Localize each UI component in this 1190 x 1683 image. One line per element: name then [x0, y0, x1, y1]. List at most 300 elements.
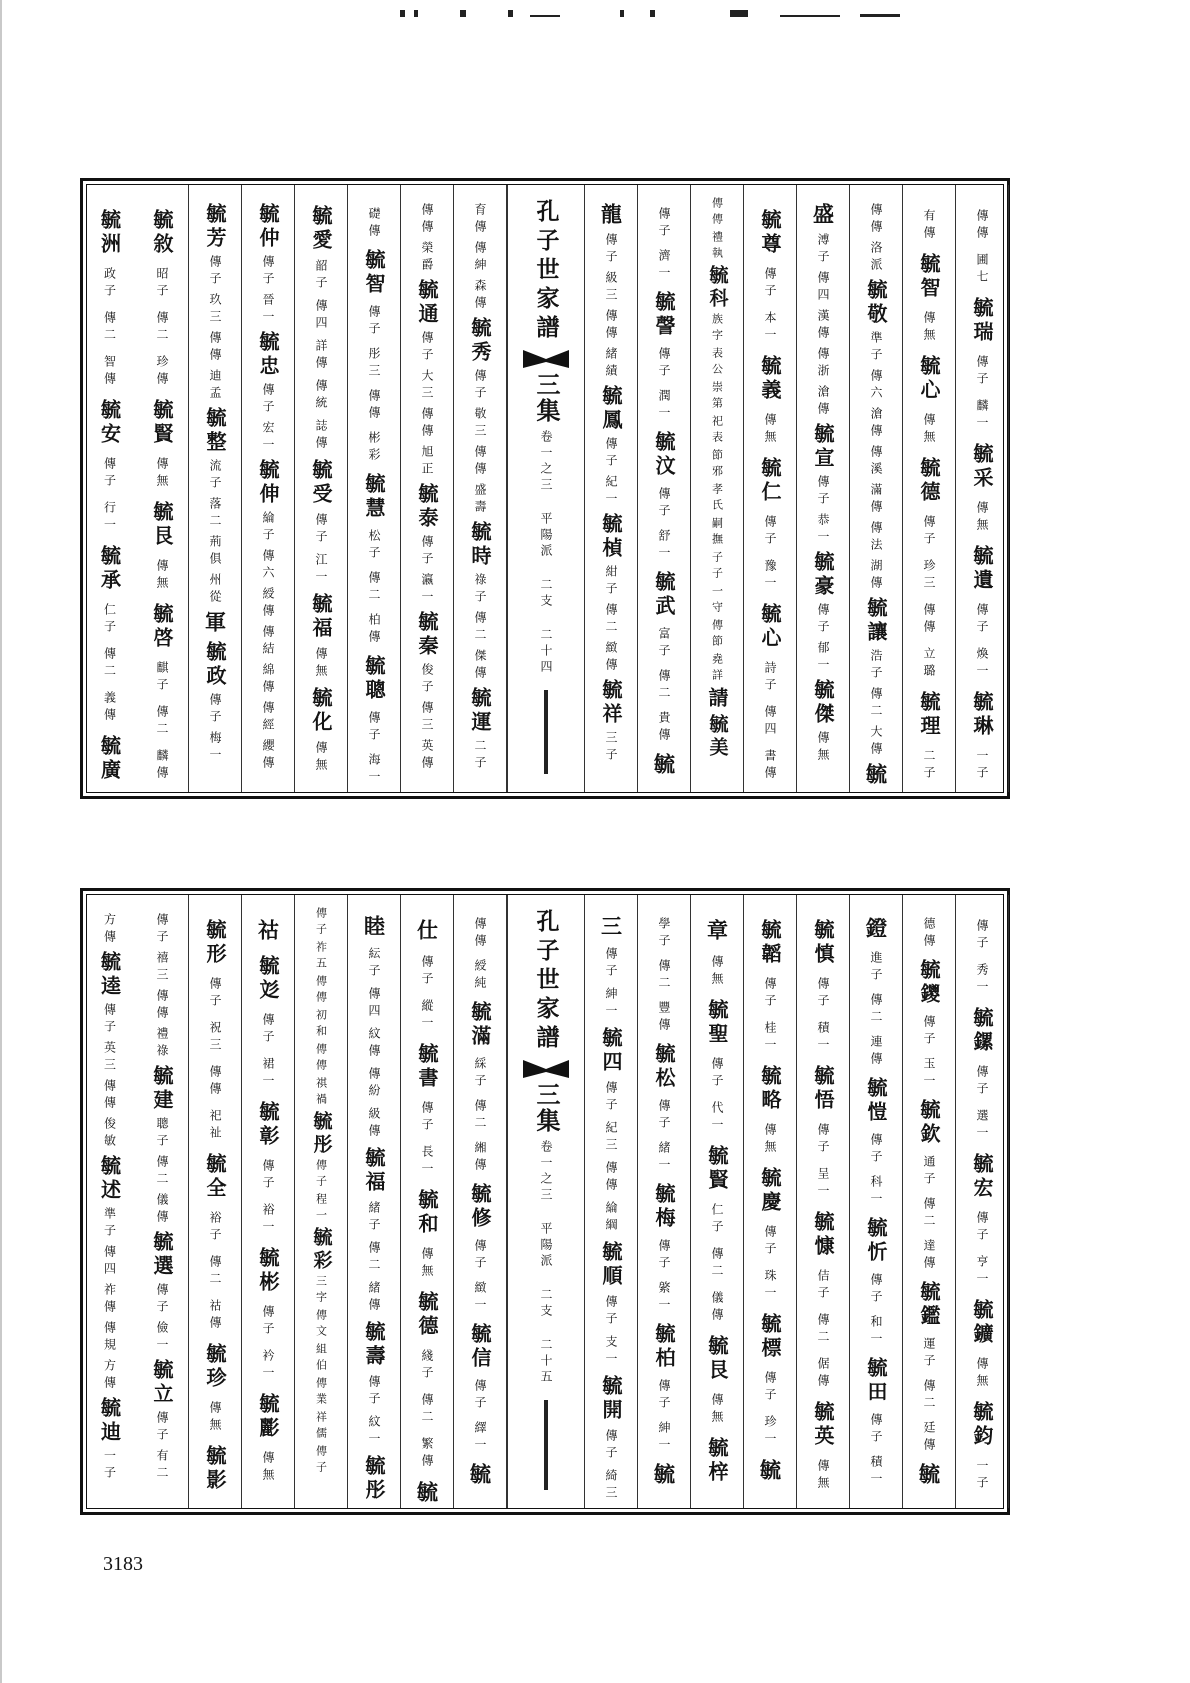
- lineage-entry: 仁子: [710, 1203, 724, 1237]
- lineage-entry: 傳子: [261, 255, 275, 289]
- lineage-entry: 傳子: [657, 1099, 671, 1133]
- lineage-entry: 傳二: [155, 705, 169, 739]
- lineage-entry: 傳紛: [367, 1067, 381, 1101]
- lineage-entry: 本一: [763, 311, 777, 345]
- lineage-entry: 毓全: [203, 1153, 227, 1201]
- lineage-entry: 祥儒: [314, 1411, 328, 1443]
- lineage-entry: 傳無: [922, 413, 936, 447]
- lineage-entry: 毓福: [362, 1147, 386, 1195]
- generation-column: [454, 185, 507, 792]
- lineage-entry: 韶子: [314, 259, 328, 293]
- generation-column: [401, 895, 454, 1508]
- lineage-entry: 傳無: [816, 731, 830, 765]
- lineage-entry: 傳二: [922, 1379, 936, 1413]
- lineage-entry: 亨一: [975, 1255, 989, 1289]
- lineage-entry: 傳子: [604, 1295, 618, 1329]
- lineage-entry: 富子: [657, 627, 671, 661]
- lineage-entry: 傳傳: [473, 917, 487, 951]
- lineage-entry: 傳子: [869, 1413, 883, 1447]
- lineage-entry: 節邪: [710, 449, 724, 481]
- lineage-entry: 傳子: [261, 1159, 275, 1193]
- generation-column: [136, 185, 189, 792]
- lineage-entry: 綿傳: [261, 663, 275, 697]
- lineage-entry: 縱一: [420, 999, 434, 1033]
- lineage-entry: 毓韜: [758, 919, 782, 967]
- lineage-entry: 誌傳: [314, 419, 328, 453]
- lineage-entry: 龍: [598, 203, 624, 229]
- lineage-entry: 傳子: [975, 1065, 989, 1099]
- lineage-entry: 傳子: [367, 711, 381, 745]
- lineage-entry: 毓謦: [652, 291, 676, 339]
- lineage-entry: 瀛一: [420, 573, 434, 607]
- lineage-entry: 森傳: [473, 279, 487, 313]
- lineage-entry: 智傳: [102, 355, 117, 389]
- lineage-entry: 傳子: [869, 1133, 883, 1167]
- lineage-entry: 傳子: [155, 913, 169, 947]
- lineage-entry: 祀表: [710, 415, 724, 447]
- book-title: 孔子世家譜: [532, 909, 560, 1054]
- lineage-entry: 傳業: [314, 1377, 328, 1409]
- lineage-entry: 綵子: [473, 1057, 487, 1091]
- lineage-entry: 傳傳: [869, 203, 883, 237]
- lineage-entry: 毓建: [150, 1065, 174, 1113]
- lineage-entry: 二子: [473, 739, 487, 773]
- lineage-entry: 宏一: [261, 421, 275, 455]
- lineage-entry: 傳子: [261, 1013, 275, 1047]
- lineage-entry: 毓伸: [256, 459, 280, 507]
- lineage-entry: 毓汶: [652, 431, 676, 479]
- lineage-entry: 級傳: [367, 1107, 381, 1141]
- lineage-entry: 毓德: [415, 1291, 439, 1339]
- lineage-entry: 潤一: [657, 389, 671, 423]
- lineage-entry: 傳子: [102, 457, 117, 491]
- lineage-entry: 傳子: [367, 1375, 381, 1409]
- lineage-entry: 傳子: [922, 515, 936, 549]
- lineage-entry: 傳無: [208, 1401, 222, 1435]
- lineage-entry: 傳子: [657, 1379, 671, 1413]
- lineage-entry: 桂一: [763, 1021, 777, 1055]
- lineage-entry: 傳子: [261, 1305, 275, 1339]
- lineage-entry: 傳無: [261, 1451, 275, 1485]
- lineage-entry: 毓聰: [362, 655, 386, 703]
- lineage-entry: 毓采: [970, 443, 994, 491]
- generation-column: [348, 895, 401, 1508]
- lineage-entry: 梅一: [208, 731, 222, 765]
- lineage-entry: 傳二: [155, 1155, 169, 1189]
- lineage-entry: 毓理: [917, 691, 941, 739]
- lineage-entry: 傳二: [367, 571, 381, 605]
- lineage-entry: 毓彩: [310, 1227, 333, 1273]
- lineage-entry: 傳無: [975, 501, 989, 535]
- lineage-entry: 一子: [975, 749, 989, 783]
- lineage-entry: 毓安: [97, 399, 122, 447]
- lineage-entry: 儉一: [155, 1321, 169, 1355]
- center-rule: [544, 1400, 548, 1490]
- lineage-entry: 旭正: [420, 445, 434, 479]
- lineage-entry: 毓承: [97, 545, 122, 593]
- lineage-entry: 一子: [975, 1459, 989, 1493]
- lineage-entry: 祚五: [314, 941, 328, 973]
- lineage-entry: 傳傳: [420, 203, 434, 237]
- lineage-entry: 毓彰: [256, 1101, 280, 1149]
- lineage-entry: 毓聖: [705, 999, 729, 1047]
- lineage-entry: 毓時: [468, 521, 492, 569]
- lineage-entry: 一守: [710, 585, 724, 617]
- lineage-entry: 傳子: [816, 475, 830, 509]
- lineage-entry: 毓標: [758, 1313, 782, 1361]
- lineage-entry: 佶子: [816, 1269, 830, 1303]
- lineage-entry: 傳無: [975, 1357, 989, 1391]
- lineage-entry: 積一: [869, 1455, 883, 1489]
- lineage-entry: 緻傳: [604, 641, 618, 675]
- lineage-entry: 毓豪: [811, 551, 835, 599]
- lineage-entry: 毓開: [599, 1375, 623, 1423]
- lineage-entry: 毓鳳: [599, 385, 623, 433]
- lineage-entry: 毓仲: [256, 203, 280, 251]
- lineage-entry: 海一: [367, 753, 381, 787]
- lineage-entry: 毓迪: [97, 1397, 122, 1445]
- lineage-entry: 玖三: [208, 293, 222, 327]
- lineage-entry: 柏傳: [367, 613, 381, 647]
- lineage-entry: 傳傳: [420, 407, 434, 441]
- lineage-entry: 紳一: [604, 987, 618, 1021]
- lineage-entry: 傳二: [102, 647, 117, 681]
- lineage-entry: 紀一: [604, 475, 618, 509]
- lineage-entry: 毓鈞: [970, 1401, 994, 1449]
- lineage-entry: 毓廣: [97, 735, 122, 783]
- lineage-entry: 俊子: [420, 663, 434, 697]
- lineage-entry: 方傳: [102, 1359, 117, 1393]
- lineage-entry: 毓慎: [811, 919, 835, 967]
- lineage-entry: 傳子: [604, 947, 618, 981]
- lineage-entry: 傳子: [155, 1411, 169, 1445]
- lineage-entry: 準子: [869, 331, 883, 365]
- lineage-entry: 毓智: [917, 253, 941, 301]
- lineage-entry: 連傳: [869, 1035, 883, 1069]
- lineage-entry: 傳子: [975, 1211, 989, 1245]
- lineage-entry: 傳二: [420, 1393, 434, 1427]
- lineage-entry: 傳二: [657, 669, 671, 703]
- lineage-entry: 荊俱: [208, 535, 222, 569]
- lineage-entry: 落二: [208, 497, 222, 531]
- lineage-entry: 傳傳: [208, 1065, 222, 1099]
- lineage-entry: 毓影: [203, 1445, 227, 1493]
- lineage-entry: 毓: [863, 763, 889, 789]
- lineage-entry: 傳子: [208, 255, 222, 289]
- lineage-entry: 毓: [916, 1463, 942, 1489]
- volume-label: 三集: [532, 1082, 561, 1134]
- lineage-entry: 傳傳: [102, 1079, 117, 1113]
- generation-column: [348, 185, 401, 792]
- lineage-entry: 毓心: [917, 355, 941, 403]
- lineage-entry: 鐙: [863, 917, 889, 943]
- lineage-entry: 繁傳: [420, 1437, 434, 1471]
- generation-column: [797, 185, 850, 792]
- lineage-entry: 傳二: [604, 603, 618, 637]
- lineage-entry: 毓艮: [705, 1335, 729, 1383]
- lineage-entry: 祿子: [473, 573, 487, 607]
- lineage-entry: 進子: [869, 951, 883, 985]
- lineage-entry: 傳子: [208, 693, 222, 727]
- lineage-entry: 表公: [710, 347, 724, 379]
- lineage-entry: 紜子: [367, 947, 381, 981]
- lineage-entry: 傳規: [102, 1321, 117, 1355]
- lineage-entry: 傳子: [975, 919, 989, 953]
- lineage-entry: 傳子: [975, 355, 989, 389]
- lineage-entry: 豐傳: [657, 1001, 671, 1035]
- lineage-entry: 纓傳: [261, 739, 275, 773]
- lineage-entry: 毓宣: [811, 423, 835, 471]
- lineage-entry: 聰子: [155, 1117, 169, 1151]
- lineage-entry: 傳子: [922, 1015, 936, 1049]
- lineage-entry: 毓: [651, 1463, 677, 1489]
- lineage-entry: 呈一: [816, 1167, 830, 1201]
- generation-column: [691, 185, 744, 792]
- lineage-entry: 毓略: [758, 1065, 782, 1113]
- lineage-entry: 傳結: [261, 625, 275, 659]
- generation-column: [956, 895, 1009, 1508]
- lineage-entry: 傳子: [367, 305, 381, 339]
- lineage-entry: 圃七: [975, 253, 989, 287]
- lineage-entry: 傳無: [314, 741, 328, 775]
- lineage-entry: 傳子: [604, 437, 618, 471]
- lineage-entry: 行一: [102, 501, 117, 535]
- lineage-entry: 傳子: [473, 1379, 487, 1413]
- lineage-entry: 迪孟: [208, 369, 222, 403]
- lineage-entry: 毓敘: [150, 209, 174, 257]
- lineage-entry: 運子: [922, 1337, 936, 1371]
- generation-column: [850, 895, 903, 1508]
- lineage-entry: 書傳: [763, 749, 777, 783]
- volume-subtitle: 卷一之三 平陽派 二支 二十五: [539, 1140, 553, 1386]
- lineage-entry: 傳子: [420, 535, 434, 569]
- lineage-entry: 麟一: [975, 399, 989, 433]
- lineage-entry: 毓尊: [758, 209, 782, 257]
- lineage-entry: 毓讓: [864, 597, 888, 645]
- lineage-entry: 紀三: [604, 1121, 618, 1155]
- lineage-entry: 毓欽: [917, 1099, 941, 1147]
- lineage-entry: 緗傳: [473, 1141, 487, 1175]
- book-title-column: [507, 185, 585, 792]
- lineage-entry: 紳一: [657, 1421, 671, 1455]
- lineage-entry: 毓秀: [468, 317, 492, 365]
- lineage-entry: 傳四: [367, 987, 381, 1021]
- lineage-entry: 傳二: [473, 611, 487, 645]
- lineage-entry: 滿傳: [869, 483, 883, 517]
- lineage-entry: 毓彬: [256, 1247, 280, 1295]
- lineage-entry: 傳無: [710, 955, 724, 989]
- lineage-entry: 傳子: [604, 233, 618, 267]
- lineage-entry: 禧三: [155, 951, 169, 985]
- lineage-entry: 毓德: [917, 457, 941, 505]
- lineage-entry: 毓政: [203, 641, 227, 689]
- lineage-entry: 傳子: [816, 1123, 830, 1157]
- lineage-entry: 傳子: [420, 955, 434, 989]
- lineage-entry: 傳浙: [816, 347, 830, 381]
- generation-column: [401, 185, 454, 792]
- lineage-entry: 毓慧: [362, 473, 386, 521]
- lineage-entry: 毓芳: [203, 203, 227, 251]
- lineage-entry: 嗣撫: [710, 517, 724, 549]
- lineage-entry: 傳傳: [975, 209, 989, 243]
- lineage-entry: 裕子: [208, 1211, 222, 1245]
- lineage-entry: 傳無: [155, 457, 169, 491]
- lineage-entry: 毓敬: [864, 279, 888, 327]
- lineage-entry: 毓慶: [758, 1167, 782, 1215]
- lineage-entry: 傳子: [657, 487, 671, 521]
- lineage-entry: 麟傳: [155, 749, 169, 783]
- lineage-entry: 傳四: [763, 705, 777, 739]
- generation-column: [242, 185, 295, 792]
- lineage-entry: 通子: [922, 1155, 936, 1189]
- lineage-entry: 傳子: [763, 1371, 777, 1405]
- lineage-entry: 祚傳: [102, 1283, 117, 1317]
- lineage-entry: 傳溪: [869, 445, 883, 479]
- lineage-entry: 濟一: [657, 249, 671, 283]
- lineage-entry: 族字: [710, 313, 724, 345]
- lineage-entry: 毓鏍: [970, 1007, 994, 1055]
- lineage-entry: 毓啓: [150, 603, 174, 651]
- lineage-entry: 科一: [869, 1175, 883, 1209]
- lineage-entry: 毓梓: [705, 1437, 729, 1485]
- lineage-entry: 孝氏: [710, 483, 724, 515]
- lineage-entry: 儀傳: [710, 1291, 724, 1325]
- generation-column: [295, 895, 348, 1508]
- lineage-entry: 級三: [604, 271, 618, 305]
- lineage-entry: 毓壽: [362, 1321, 386, 1369]
- lineage-entry: 裙一: [261, 1057, 275, 1091]
- lineage-entry: 毓忻: [864, 1217, 888, 1265]
- lineage-entry: 長一: [420, 1145, 434, 1179]
- lineage-entry: 毓義: [758, 355, 782, 403]
- lineage-entry: 毓宏: [970, 1153, 994, 1201]
- lineage-entry: 裕一: [261, 1203, 275, 1237]
- lineage-entry: 傳統: [314, 379, 328, 413]
- lineage-entry: 一子: [102, 1449, 117, 1483]
- lineage-entry: 湖傳: [869, 559, 883, 593]
- lineage-entry: 仕: [414, 919, 440, 945]
- lineage-entry: 毓慷: [811, 1211, 835, 1259]
- lineage-entry: 傳傳: [473, 445, 487, 479]
- lineage-entry: 俊敏: [102, 1117, 117, 1151]
- fishtail-mark-icon: [523, 1060, 569, 1078]
- lineage-entry: 軍: [202, 611, 228, 637]
- lineage-entry: 英傳: [420, 739, 434, 773]
- volume-label: 三集: [532, 372, 561, 424]
- generation-column: [956, 185, 1009, 792]
- lineage-entry: 毓運: [468, 687, 492, 735]
- lineage-entry: 傳傳: [314, 975, 328, 1007]
- lineage-entry: 傳二: [869, 993, 883, 1027]
- lineage-entry: 洛派: [869, 241, 883, 275]
- lineage-entry: 晉一: [261, 293, 275, 327]
- lineage-entry: 傳子: [102, 1003, 117, 1037]
- lineage-entry: 豫一: [763, 559, 777, 593]
- lineage-entry: 傳子: [710, 1057, 724, 1091]
- lineage-entry: 傳子: [816, 977, 830, 1011]
- lineage-entry: 毓愷: [864, 1077, 888, 1125]
- lineage-entry: 綸子: [261, 511, 275, 545]
- lineage-entry: 毓瑞: [970, 297, 994, 345]
- generation-column: [903, 895, 956, 1508]
- lineage-entry: 和一: [869, 1315, 883, 1349]
- lineage-entry: 緻一: [473, 1281, 487, 1315]
- lineage-entry: 祜傳: [208, 1299, 222, 1333]
- lineage-entry: 傳無: [922, 311, 936, 345]
- lineage-entry: 傳傳: [155, 989, 169, 1023]
- lineage-entry: 學子: [657, 917, 671, 951]
- lineage-entry: 傳二: [473, 1099, 487, 1133]
- lineage-entry: 溥子: [816, 233, 830, 267]
- lineage-entry: 綸綱: [604, 1201, 618, 1235]
- page-frame: [86, 184, 1004, 793]
- lineage-entry: 紺子: [604, 565, 618, 599]
- scan-artifact-marks: [400, 6, 920, 20]
- generation-column: [83, 185, 136, 792]
- lineage-entry: 毓彤: [310, 1111, 333, 1157]
- lineage-entry: 傳二: [657, 959, 671, 993]
- generation-column: [903, 185, 956, 792]
- lineage-entry: 傳子: [657, 1239, 671, 1273]
- lineage-entry: 綬傳: [261, 587, 275, 621]
- lineage-entry: 彤三: [367, 347, 381, 381]
- lineage-entry: 紋一: [367, 1415, 381, 1449]
- lineage-entry: 松子: [367, 529, 381, 563]
- lineage-entry: 崇第: [710, 381, 724, 413]
- lineage-entry: 傳子: [975, 603, 989, 637]
- lineage-entry: 綬純: [473, 959, 487, 993]
- lineage-entry: 傳二: [869, 687, 883, 721]
- lineage-entry: 傳子: [657, 207, 671, 241]
- page-frame: [86, 894, 1004, 1509]
- lineage-entry: 傳子: [763, 515, 777, 549]
- lineage-entry: 義傳: [102, 691, 117, 725]
- page-number: 3183: [103, 1553, 143, 1575]
- lineage-entry: 毓洲: [97, 209, 122, 257]
- lineage-entry: 達傳: [922, 1239, 936, 1273]
- lineage-entry: 恭一: [816, 513, 830, 547]
- lineage-entry: 傳無: [710, 1393, 724, 1427]
- lineage-entry: 毓祥: [599, 679, 623, 727]
- lineage-entry: 傳四: [314, 299, 328, 333]
- lineage-entry: 傳紳: [473, 241, 487, 275]
- lineage-entry: 傳子: [473, 369, 487, 403]
- lineage-entry: 傳二: [922, 1197, 936, 1231]
- lineage-entry: 二子: [922, 749, 936, 783]
- lineage-entry: 傳法: [869, 521, 883, 555]
- page-edge-line: [0, 0, 2, 1683]
- lineage-entry: 浩子: [869, 649, 883, 683]
- lineage-entry: 毓美: [706, 714, 729, 760]
- lineage-entry: 綫子: [420, 1349, 434, 1383]
- lineage-entry: 傳六: [869, 369, 883, 403]
- fishtail-mark-icon: [523, 350, 569, 368]
- lineage-entry: 祝三: [208, 1021, 222, 1055]
- lineage-entry: 傳傳: [367, 389, 381, 423]
- lineage-entry: 傳子: [155, 1283, 169, 1317]
- lineage-entry: 毓和: [415, 1189, 439, 1237]
- lineage-entry: 祺禍: [314, 1077, 328, 1109]
- lineage-entry: 毓鑛: [970, 1299, 994, 1347]
- lineage-entry: 英三: [102, 1041, 117, 1075]
- lineage-entry: 詳傳: [314, 339, 328, 373]
- lineage-entry: 毓化: [309, 687, 333, 735]
- lineage-entry: 毓楨: [599, 513, 623, 561]
- lineage-entry: 毓選: [150, 1231, 174, 1279]
- lineage-entry: 傳節: [710, 619, 724, 651]
- lineage-entry: 榮爵: [420, 241, 434, 275]
- lineage-entry: 州從: [208, 573, 222, 607]
